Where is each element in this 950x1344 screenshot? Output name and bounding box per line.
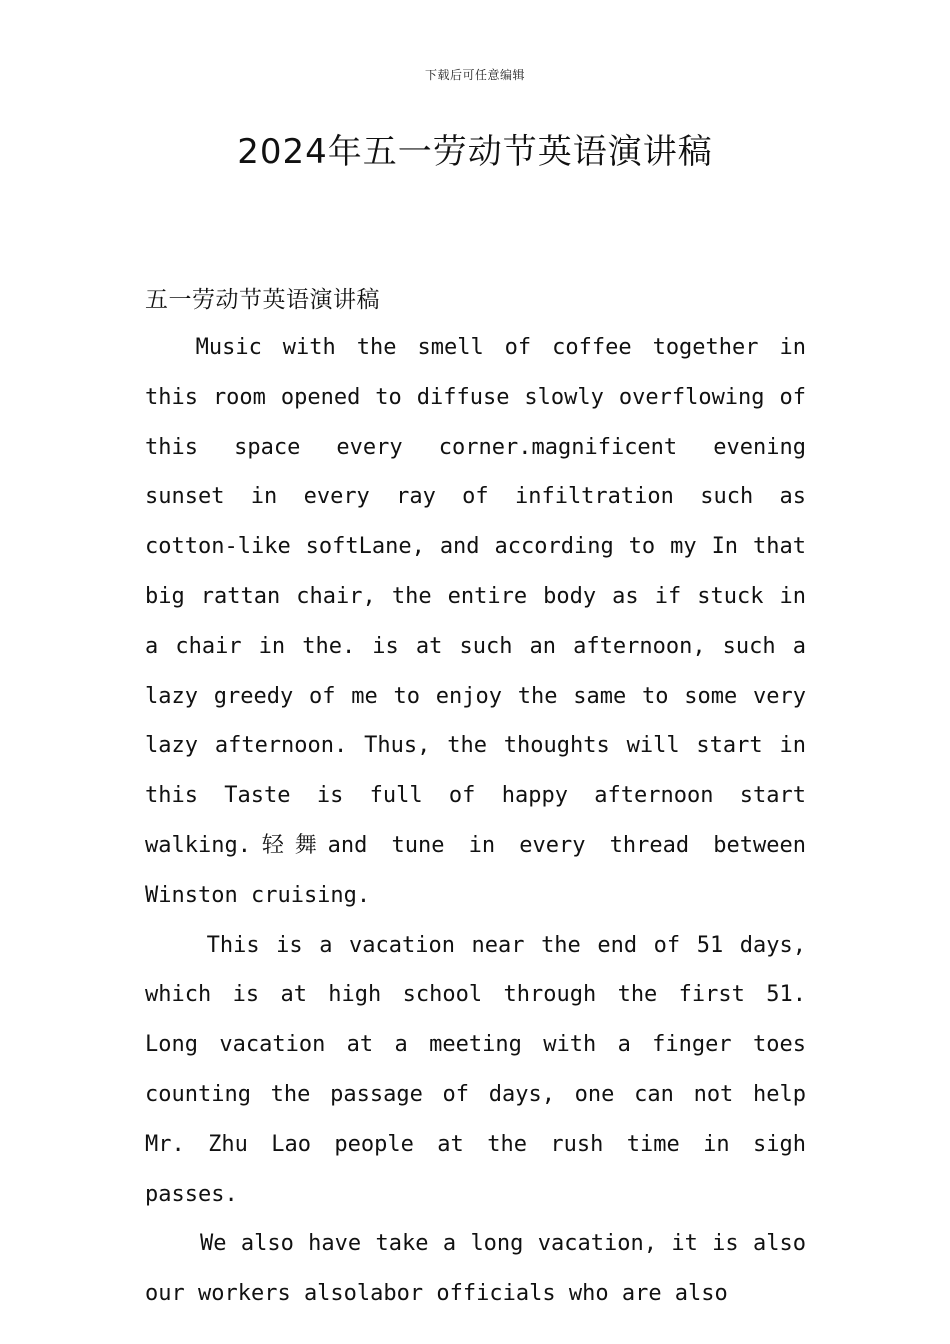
- document-body: [145, 278, 806, 1319]
- section-heading: 五一劳动节英语演讲稿: [145, 287, 380, 313]
- document-title: 2024年五一劳动节英语演讲稿: [237, 132, 713, 172]
- paragraph-3: We also have take a long vacation, it is also our workers alsolabor officials who are also: [145, 1231, 806, 1307]
- paragraph-2: This is a vacation near the end of 51 days, which is at high school through the first 51. Long vacation at a meeting with a finger toes counting the passage of days, one can not help Mr. Zhu Lao people at the rush time in sigh passes.: [145, 932, 806, 1207]
- header-note: 下载后可任意编辑: [424, 68, 525, 82]
- paragraph-1: Music with the smell of coffee together in this room opened to diffuse slowly overflowing of this space every corner.magnificent evening sunset in every ray of infiltration such as cotton-like softLane, and according to my In that big rattan chair, the entire body as if stuck in a chair in the. is at such an afternoon, such a lazy greedy of me to enjoy the same to some very lazy afternoon. Thus, the thoughts will start in this Taste is full of happy afternoon start walking.轻舞and tune in every thread between Winston cruising.: [145, 335, 806, 908]
